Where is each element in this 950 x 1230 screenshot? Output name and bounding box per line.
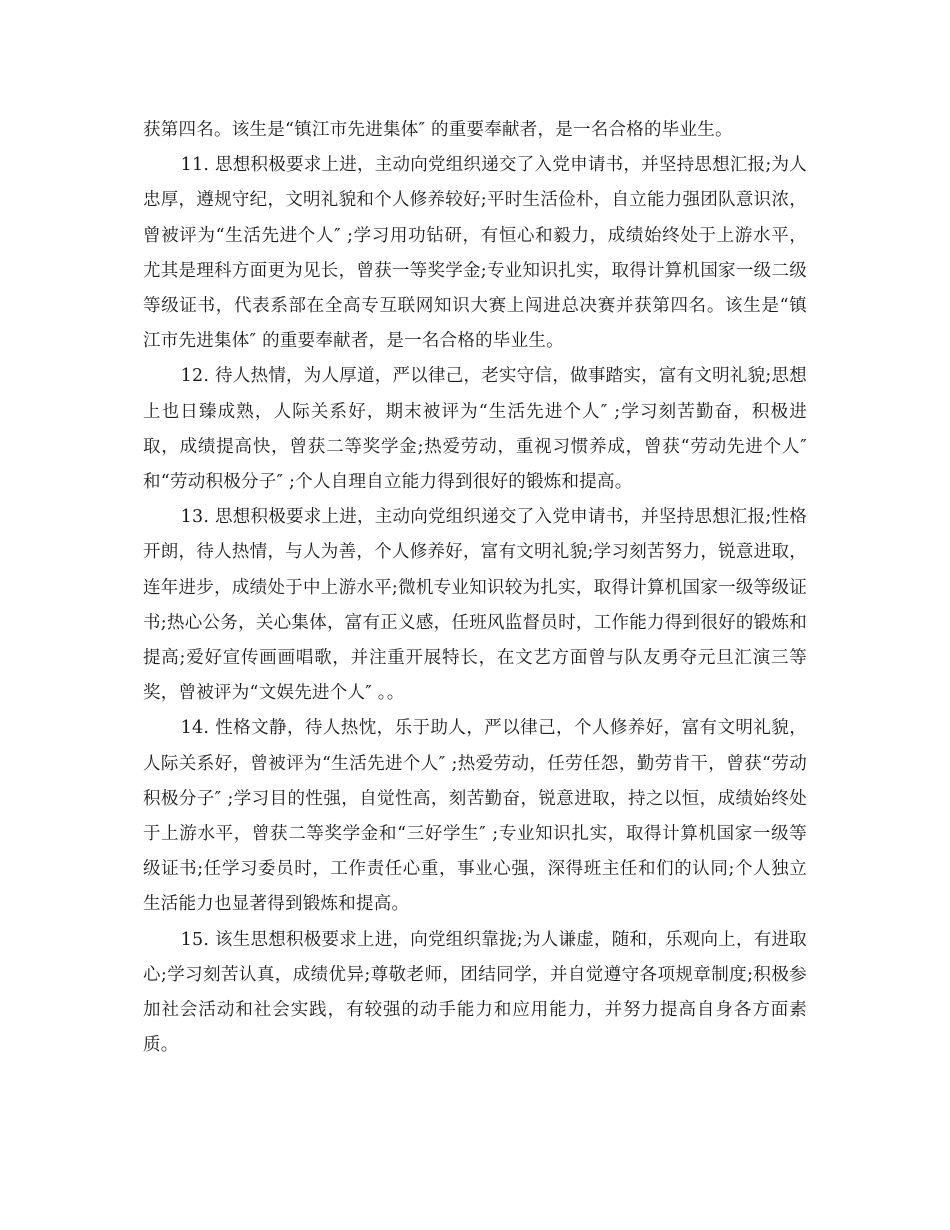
paragraph-item-13: 13. 思想积极要求上进，主动向党组织递交了入党申请书，并坚持思想汇报;性格开朗，待人热情，与人为善，个人修养好，富有文明礼貌;学习刻苦努力，锐意进取，连年进步，成绩处于中上游水平;微机专业知识较为扎实，取得计算机国家一级等级证书;热心公务，关心集体，富有正义感，任班风监督员时，工作能力得到很好的锻炼和提高;爱好宣传画画唱歌，并注重开展特长，在文艺方面曾与队友勇夺元旦汇演三等奖，曾被评为“文娱先进个人″ 。。 [143, 507, 807, 704]
paragraph-item-14: 14. 性格文静，待人热忱，乐于助人，严以律己，个人修养好，富有文明礼貌，人际关系好，曾被评为“生活先进个人″ ;热爱劳动，任劳任怨，勤劳肯干，曾获“劳动积极分子″ ;学习目的性强，自觉性高，刻苦勤奋，锐意进取，持之以恒，成绩始终处于上游水平，曾获二等奖学金和“三好学生″ ;专业知识扎实，取得计算机国家一级等级证书;任学习委员时，工作责任心重，事业心强，深得班主任和们的认同;个人独立生活能力也显著得到锻炼和提高。 [143, 718, 807, 915]
paragraph-item-11: 11. 思想积极要求上进，主动向党组织递交了入党申请书，并坚持思想汇报;为人忠厚，遵规守纪，文明礼貌和个人修养较好;平时生活俭朴，自立能力强团队意识浓，曾被评为“生活先进个人″ ;学习用功钻研，有恒心和毅力，成绩始终处于上游水平，尤其是理科方面更为见长，曾获一等奖学金;专业知识扎实，取得计算机国家一级二级等级证书，代表系部在全高专互联网知识大赛上闯进总决赛并获第四名。该生是“镇江市先进集体″ 的重要奉献者，是一名合格的毕业生。 [143, 155, 807, 352]
paragraph-continuation: 获第四名。该生是“镇江市先进集体″ 的重要奉献者，是一名合格的毕业生。 [143, 120, 733, 140]
paragraph-item-15: 15. 该生思想积极要求上进，向党组织靠拢;为人谦虚，随和，乐观向上，有进取心;学习刻苦认真，成绩优异;尊敬老师，团结同学，并自觉遵守各项规章制度;积极参加社会活动和社会实践，有较强的动手能力和应用能力，并努力提高自身各方面素质。 [143, 929, 807, 1056]
paragraph-item-12: 12. 待人热情，为人厚道，严以律己，老实守信，做事踏实，富有文明礼貌;思想上也日臻成熟，人际关系好，期末被评为“生活先进个人″ ;学习刻苦勤奋，积极进取，成绩提高快，曾获二等奖学金;热爱劳动，重视习惯养成，曾获“劳动先进个人″ 和“劳动积极分子″ ;个人自理自立能力得到很好的锻炼和提高。 [143, 366, 813, 493]
document-page [143, 113, 813, 1063]
